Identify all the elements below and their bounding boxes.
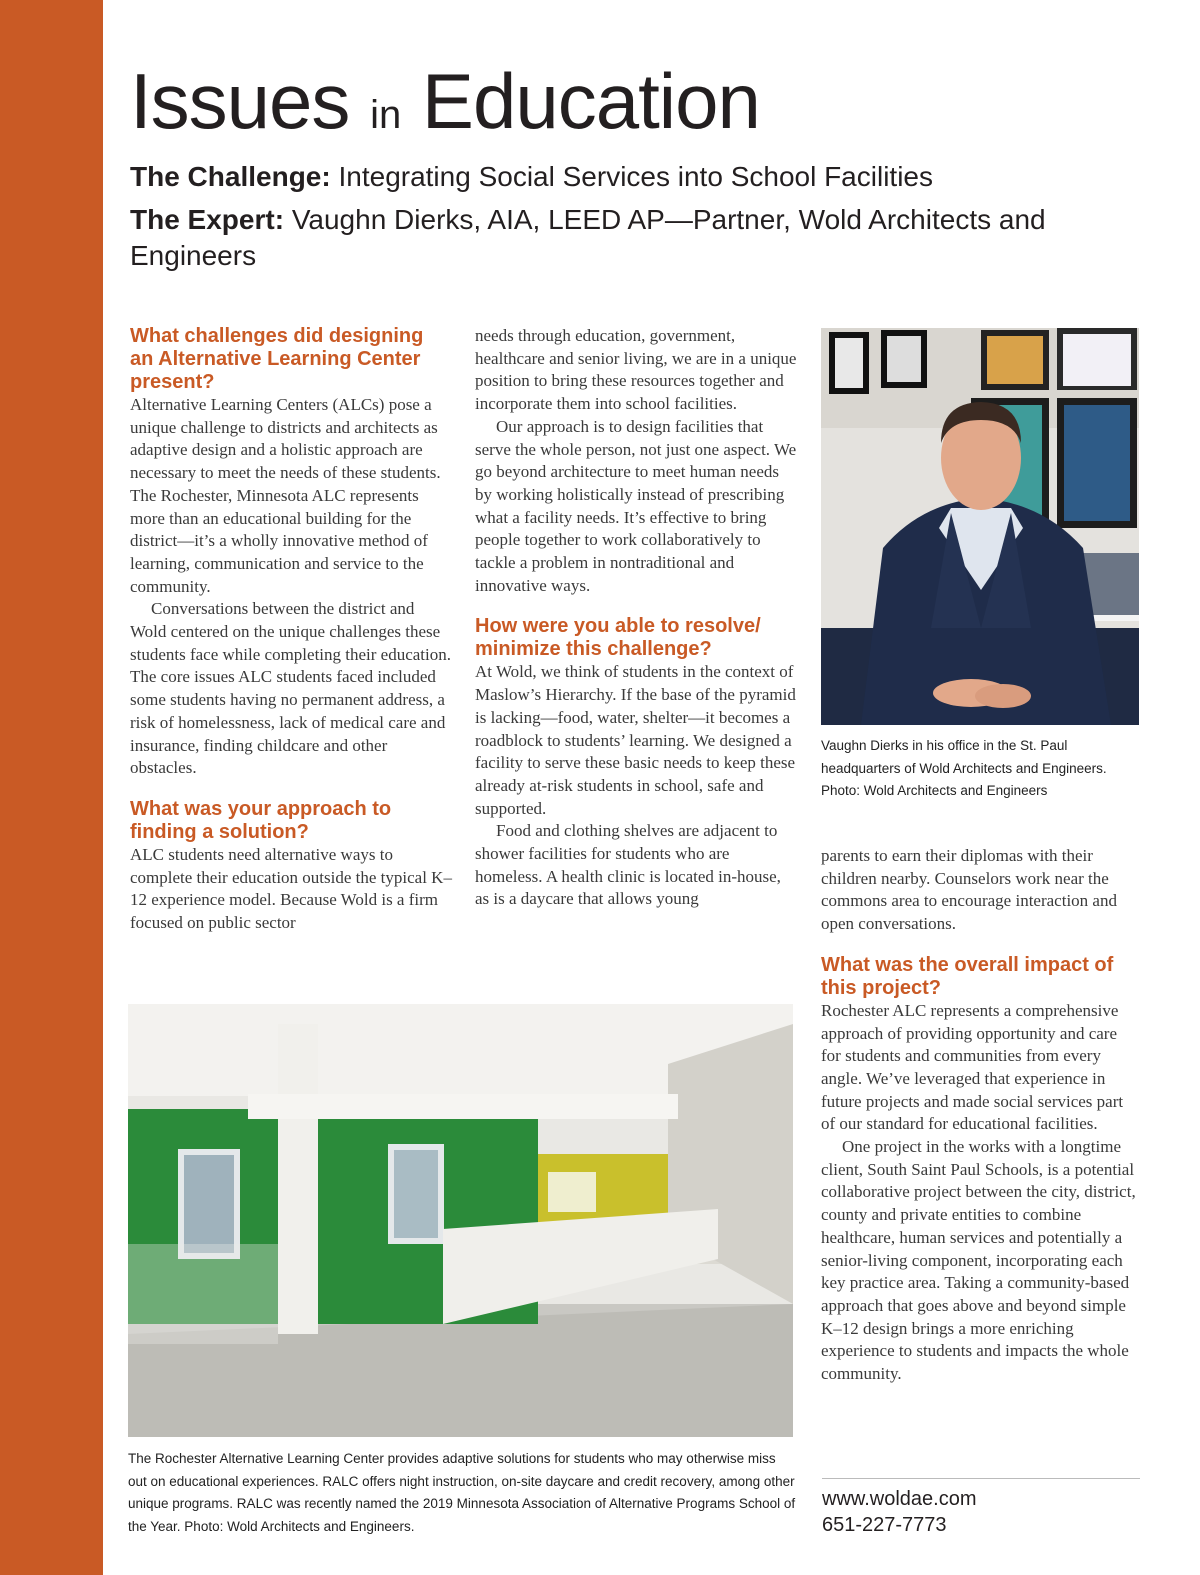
interior-caption: The Rochester Alternative Learning Center provides adaptive solutions for students who may otherwise miss out on educational experiences. RALC offers night instruction, on-site daycare and credit recovery, among other unique programs. RALC was recently named the 2019 Minnesota Association of Alternative Programs School of the Year. Photo: Wold Architects and Engineers. (128, 1451, 796, 1535)
challenge-label: The Challenge: (130, 161, 331, 192)
column-1 (130, 325, 452, 935)
paragraph: parents to earn their diplomas with their children nearby. Counselors work near the commons area to encourage interaction and open conversations. (821, 846, 1117, 934)
contact-block (822, 1486, 977, 1538)
question-heading-1: What challenges did designing an Alternative Learning Center present? (130, 325, 424, 393)
portrait-photo (821, 328, 1139, 725)
paragraph: At Wold, we think of students in the context of Maslow’s Hierarchy. If the base of the pyramid is lacking—food, water, shelter—it becomes a roadblock to students’ learning. We designed a facility to serve these basic needs to keep these already at-risk students in school, safe and supported. (475, 662, 796, 818)
expert-label: The Expert: (130, 204, 285, 235)
challenge-line (130, 159, 1090, 195)
divider (822, 1478, 1140, 1479)
question-heading-4: What was the overall impact of this project? (821, 953, 1114, 999)
column-3 (821, 845, 1141, 1386)
challenge-text: Integrating Social Services into School Facilities (338, 161, 933, 192)
expert-line (130, 202, 1080, 274)
paragraph: Rochester ALC represents a comprehensive approach of providing opportunity and care for students and communities from every angle. We’ve leveraged that experience in future projects and made social services part of our standard for educational facilities. (821, 1000, 1124, 1134)
question-heading-2: What was your approach to finding a solution? (130, 797, 392, 843)
portrait-caption: Vaughn Dierks in his office in the St. Paul headquarters of Wold Architects and Engineers. Photo: Wold Architects and Engineers (821, 738, 1107, 799)
question-heading-3: How were you able to resolve/ minimize this challenge? (475, 615, 761, 661)
expert-text: Vaughn Dierks, AIA, LEED AP—Partner, Wold Architects and Engineers (130, 204, 1046, 271)
website-link[interactable]: www.woldae.com (822, 1488, 977, 1510)
interior-photo (128, 1004, 793, 1437)
paragraph: Alternative Learning Centers (ALCs) pose a unique challenge to districts and architects as adaptive design and a holistic approach are necessary to meet the needs of these students. The Rochester, Minnesota ALC represents more than an educational building for the district—it’s a wholly innovative method of learning, communication and service to the community. (130, 395, 441, 596)
paragraph: ALC students need alternative ways to complete their education outside the typical K–12 experience model. Because Wold is a firm focused on public sector (130, 844, 452, 933)
phone-number: 651-227-7773 (822, 1514, 947, 1536)
paragraph: Food and clothing shelves are adjacent to shower facilities for students who are homeless. A health clinic is located in-house, as is a daycare that allows young (475, 821, 781, 909)
paragraph: needs through education, government, healthcare and senior living, we are in a unique position to bring these resources together and incorporate them into school facilities. (475, 326, 797, 414)
page-title: Issues in Education (130, 57, 760, 145)
orange-sidebar (0, 0, 103, 1575)
paragraph: Conversations between the district and Wold centered on the unique challenges these students face while completing their education. The core issues ALC students faced included some students having no permanent address, a risk of homelessness, lack of medical care and insurance, finding childcare and other obstacles. (130, 599, 452, 778)
column-2 (475, 325, 797, 911)
paragraph: Our approach is to design facilities that serve the whole person, not just one aspect. We go beyond architecture to meet human needs by working holistically instead of prescribing what a facility needs. It’s effective to bring people together to work collaboratively to tackle a problem in nontraditional and innovative ways. (475, 416, 797, 595)
paragraph: One project in the works with a longtime client, South Saint Paul Schools, is a potential collaborative project between the city, district, county and private entities to combine healthcare, human services and potentially a senior-living component, incorporating each key practice area. Taking a community-based approach that goes above and beyond simple K–12 design brings a more enriching experience to students and impacts the whole community. (821, 1137, 1136, 1384)
